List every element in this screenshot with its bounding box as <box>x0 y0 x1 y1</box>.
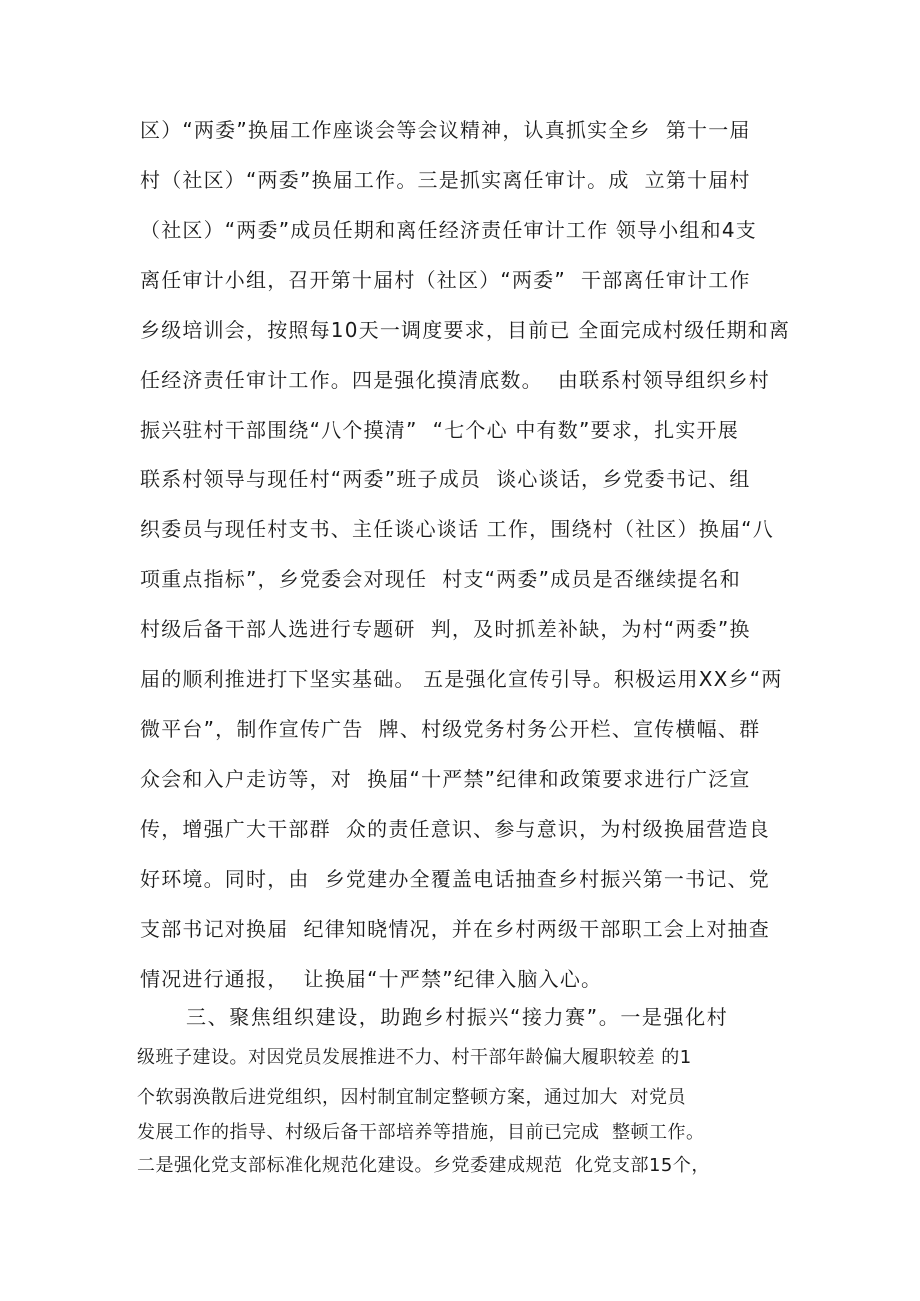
text-line: 情况进行通报， 让换届“十严禁”纪律入脑入心。 <box>140 967 603 991</box>
text-line: 发展工作的指导、村级后备干部培养等措施，目前已完成 整顿工作。 <box>137 1122 705 1143</box>
text-line: 振兴驻村干部围绕“八个摸清” “七个心 中有数”要求，扎实开展 <box>140 418 739 442</box>
text-line: 离任审计小组，召开第十届村（社区）“两委” 干部离任审计工作 <box>140 268 751 292</box>
text-line: 村（社区）“两委”换届工作。三是抓实离任审计。成 立第十届村 <box>140 168 751 192</box>
text-line: 织委员与现任村支书、主任谈心谈话 工作，围绕村（社区）换届“八 <box>140 517 774 541</box>
text-line: 二是强化党支部标准化规范化建设。乡党委建成规范 化党支部15个， <box>137 1155 710 1176</box>
text-line: 区）“两委”换届工作座谈会等会议精神，认真抓实全乡 第十一届 <box>140 118 751 142</box>
text-line: 联系村领导与现任村“两委”班子成员 谈心谈话，乡党委书记、组 <box>140 467 751 491</box>
text-line: 届的顺利推进打下坚实基础。 五是强化宣传引导。积极运用XX乡“两 <box>140 667 783 691</box>
text-line: 支部书记对换届 纪律知晓情况，并在乡村两级干部职工会上对抽查 <box>140 917 770 941</box>
text-line: 微平台”，制作宣传广告 牌、村级党务村务公开栏、宣传横幅、群 <box>140 717 761 741</box>
section-heading: 三、聚焦组织建设，助跑乡村振兴“接力赛”。一是强化村 <box>186 1005 729 1029</box>
text-line: 任经济责任审计工作。四是强化摸清底数。 由联系村领导组织乡村 <box>140 368 770 392</box>
text-line: 项重点指标”，乡党委会对现任 村支“两委”成员是否继续提名和 <box>140 567 741 591</box>
text-line: 传，增强广大干部群 众的责任意识、参与意识，为村级换届营造良 <box>140 817 770 841</box>
text-line: 好环境。同时，由 乡党建办全覆盖电话抽查乡村振兴第一书记、党 <box>140 867 770 891</box>
text-line: 众会和入户走访等，对 换届“十严禁”纪律和政策要求进行广泛宣 <box>140 767 751 791</box>
text-line: （社区）“两委”成员任期和离任经济责任审计工作 领导小组和4支 <box>140 218 758 242</box>
text-line: 级班子建设。对因党员发展推进不力、村干部年龄偏大履职较差 的1 <box>137 1047 692 1068</box>
text-line: 个软弱涣散后进党组织，因村制宜制定整顿方案，通过加大 对党员 <box>137 1087 686 1108</box>
text-line: 村级后备干部人选进行专题研 判，及时抓差补缺，为村“两委”换 <box>140 617 751 641</box>
text-line: 乡级培训会，按照每10天一调度要求，目前已 全面完成村级任期和离 <box>140 318 791 342</box>
